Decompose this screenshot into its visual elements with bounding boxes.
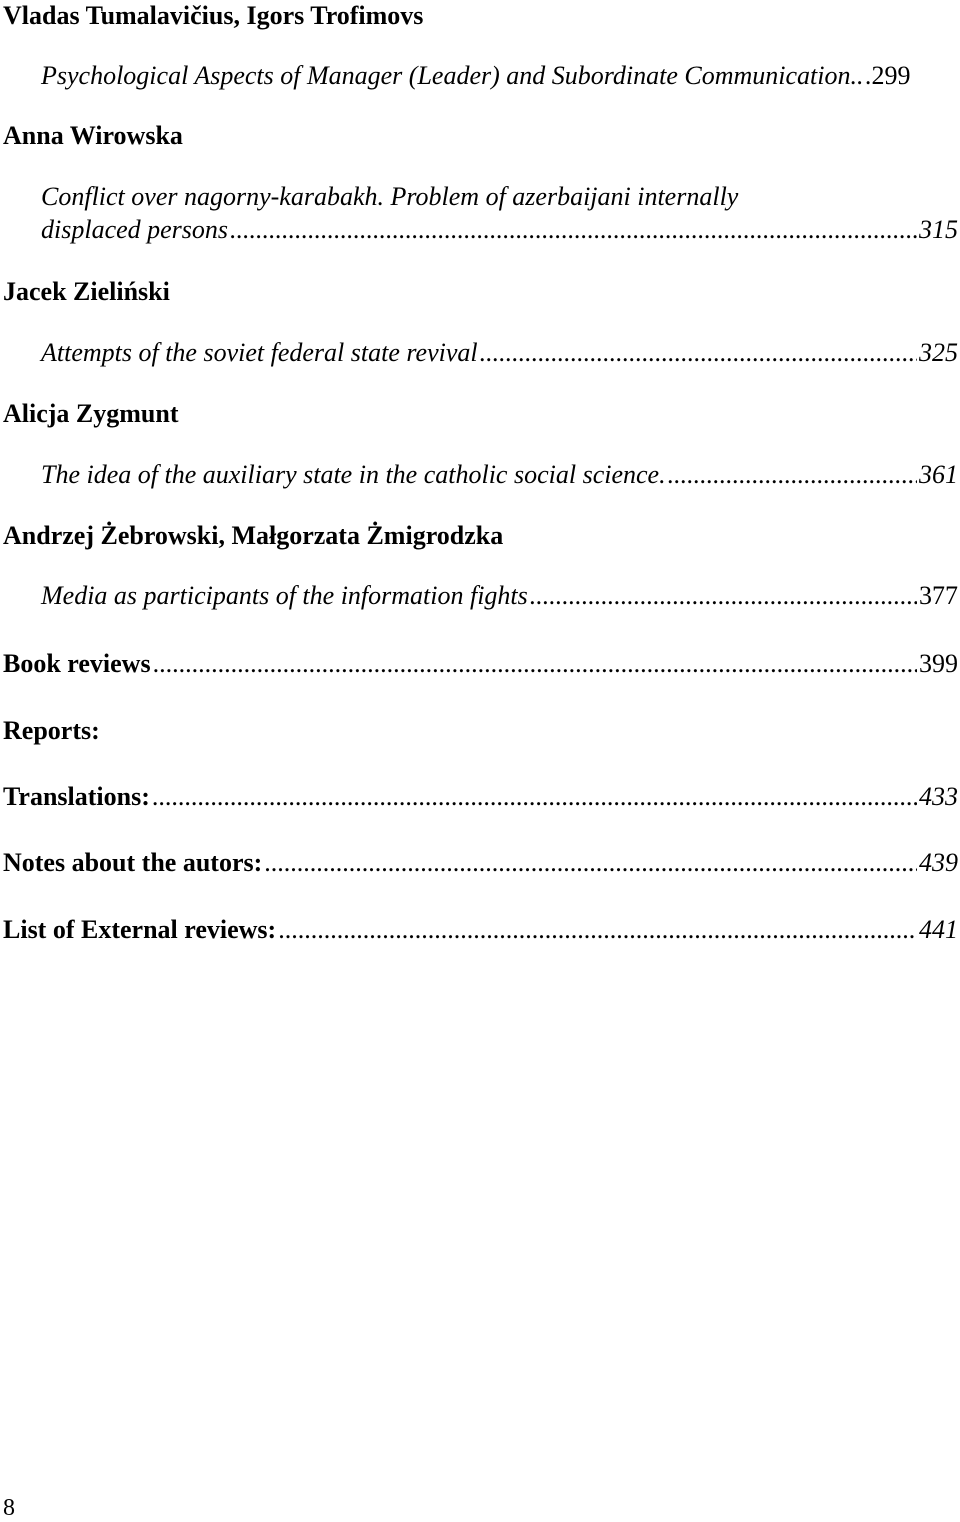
translations-label: Translations: — [3, 782, 150, 811]
book-reviews-page: 399 — [919, 649, 958, 678]
toc-entry-4[interactable] — [41, 459, 958, 491]
leader-dots — [152, 781, 917, 813]
leader-dots — [153, 648, 917, 680]
toc-title-2a: Conflict over nagorny-karabakh. Problem of azerbaijani internally — [41, 182, 739, 211]
toc-title-2b: displaced persons — [41, 215, 229, 244]
book-reviews-label: Book reviews — [3, 649, 151, 678]
toc-entry-5[interactable] — [41, 580, 958, 612]
leader-dots — [530, 580, 917, 612]
page-number: 8 — [3, 1495, 15, 1521]
external-reviews-label: List of External reviews: — [3, 915, 277, 944]
toc-author-3: Jacek Zieliński — [3, 277, 170, 306]
leader-dots — [668, 459, 917, 491]
toc-reports[interactable]: Reports: — [3, 716, 100, 745]
toc-title-4: The idea of the auxiliary state in the catholic social science. — [41, 460, 666, 489]
toc-title-3: Attempts of the soviet federal state revival — [41, 338, 478, 367]
toc-page-5: 377 — [919, 581, 958, 610]
toc-book-reviews[interactable] — [3, 648, 958, 680]
toc-page-3: 325 — [919, 338, 958, 367]
toc-translations[interactable] — [3, 781, 958, 813]
toc-page-2: 315 — [919, 215, 958, 244]
toc-author-1: Vladas Tumalavičius, Igors Trofimovs — [3, 1, 424, 30]
toc-author-4: Alicja Zygmunt — [3, 399, 179, 428]
toc-page-1: 299 — [871, 61, 911, 90]
toc-title-1: Psychological Aspects of Manager (Leader) and Subordinate Communication.. — [41, 61, 864, 90]
toc-external-reviews[interactable] — [3, 914, 958, 946]
leader-dots — [230, 214, 917, 246]
leader-dots — [264, 847, 917, 879]
toc-notes[interactable] — [3, 847, 958, 879]
notes-label: Notes about the autors: — [3, 848, 263, 877]
toc-author-2: Anna Wirowska — [3, 121, 183, 150]
toc-author-5: Andrzej Żebrowski, Małgorzata Żmigrodzka — [3, 521, 504, 550]
toc-entry-3[interactable] — [41, 337, 958, 369]
translations-page: 433 — [919, 782, 958, 811]
toc-title-5: Media as participants of the information fights — [41, 581, 528, 610]
external-reviews-page: 441 — [919, 915, 958, 944]
toc-entry-2[interactable] — [41, 214, 958, 246]
toc-page-4: 361 — [919, 460, 958, 489]
toc-entry-1[interactable] — [41, 60, 958, 92]
leader-dots — [866, 60, 870, 92]
notes-page: 439 — [919, 848, 958, 877]
leader-dots — [480, 337, 917, 369]
leader-dots — [278, 914, 917, 946]
